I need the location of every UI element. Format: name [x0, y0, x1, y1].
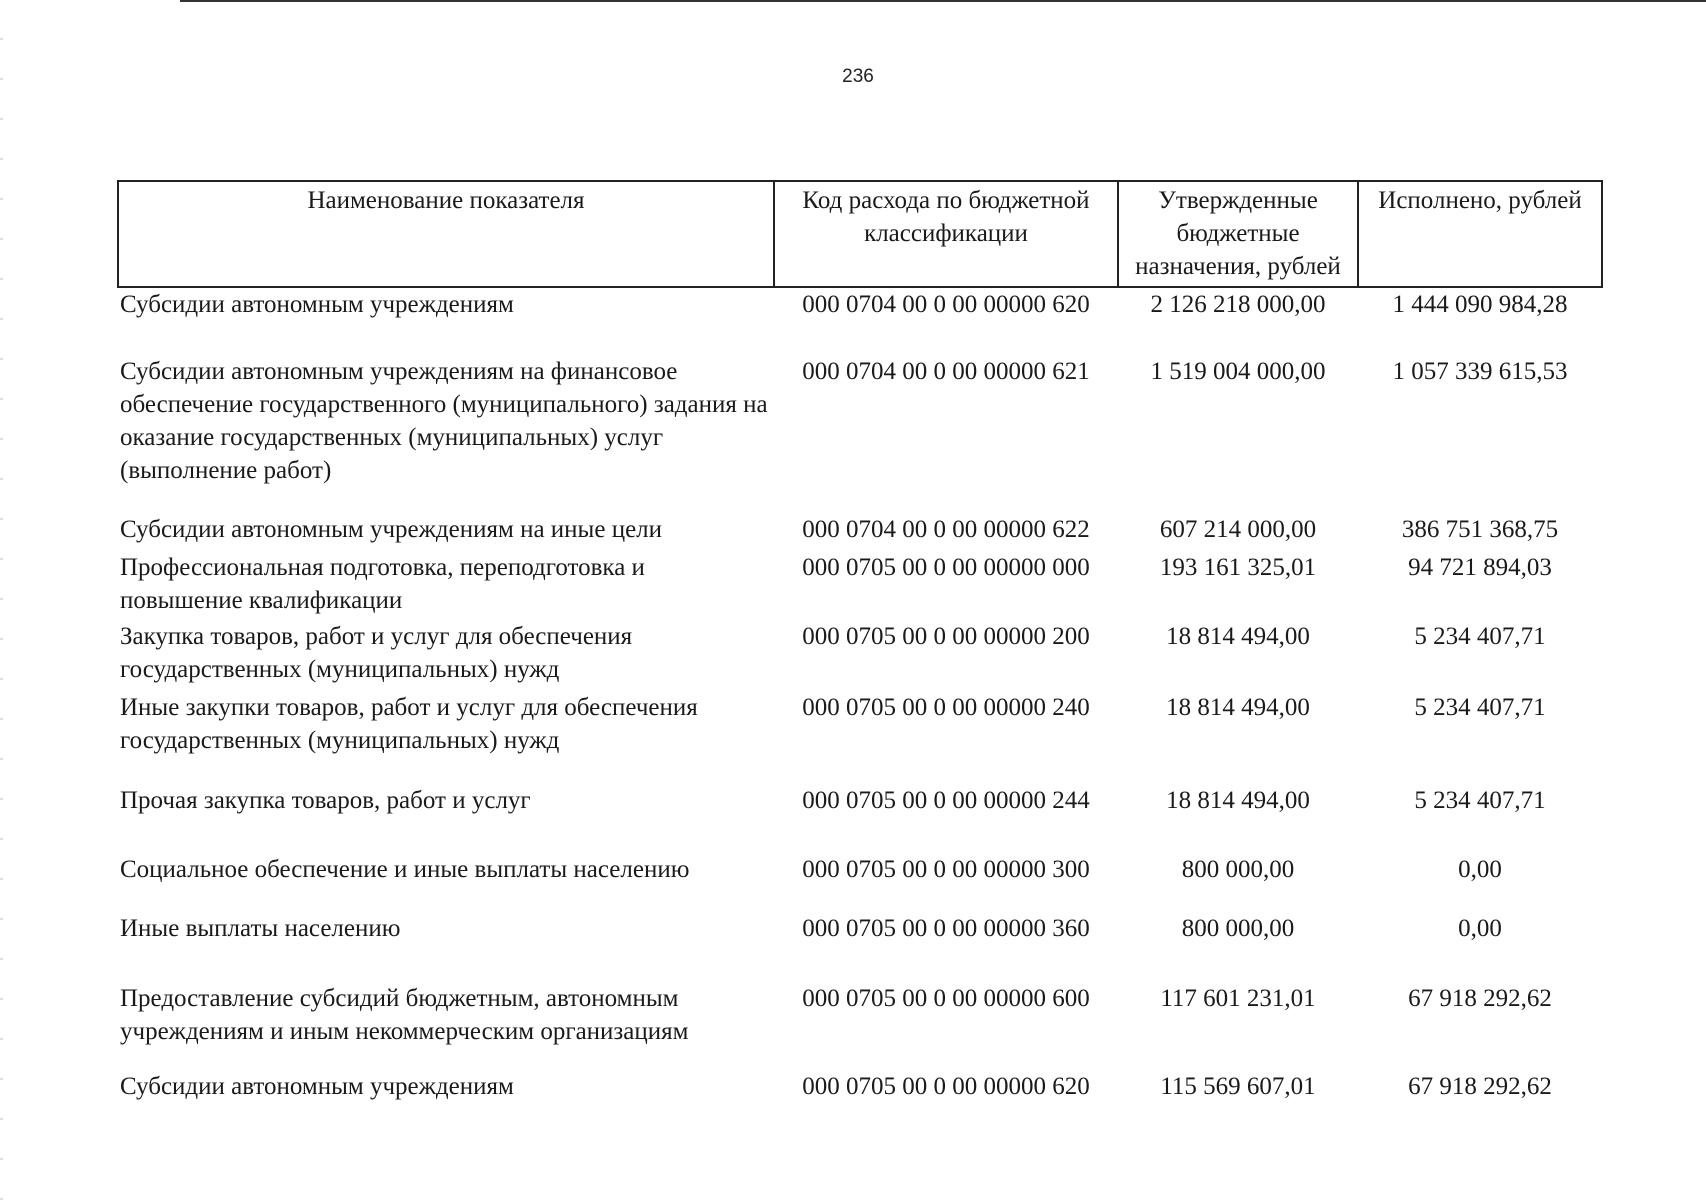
table-row	[118, 287, 1602, 355]
row-approved: 18 814 494,00	[1166, 623, 1310, 650]
row-approved: 2 126 218 000,00	[1150, 291, 1326, 318]
row-executed: 1 444 090 984,28	[1392, 291, 1568, 318]
row-name: Субсидии автономным учреждениям на финансовое обеспечение государственного (муниципального) задания на оказание государственных (муниципальных) услуг (выполнение работ)	[120, 358, 768, 484]
row-name: Профессиональная подготовка, переподготовка и повышение квалификации	[120, 554, 645, 614]
row-name: Субсидии автономным учреждениям	[120, 1073, 514, 1100]
row-executed: 386 751 368,75	[1401, 516, 1559, 543]
row-approved: 1 519 004 000,00	[1150, 358, 1326, 385]
row-approved: 18 814 494,00	[1166, 694, 1310, 721]
row-code: 000 0705 00 0 00 00000 620	[802, 1073, 1090, 1100]
row-code: 000 0704 00 0 00 00000 620	[802, 291, 1090, 318]
table-row	[118, 1070, 1602, 1110]
row-executed: 5 234 407,71	[1414, 623, 1546, 650]
row-code: 000 0705 00 0 00 00000 600	[802, 985, 1090, 1012]
row-code: 000 0705 00 0 00 00000 000	[802, 554, 1090, 581]
header-approved-amount: Утвержденные бюджетные назначения, рублей	[1118, 181, 1358, 287]
table-row	[118, 620, 1602, 691]
budget-table-container	[117, 180, 1601, 1110]
table-row	[118, 551, 1602, 620]
row-executed: 5 234 407,71	[1414, 787, 1546, 814]
table-header-row	[118, 181, 1602, 287]
row-name: Прочая закупка товаров, работ и услуг	[120, 787, 531, 814]
row-executed: 1 057 339 615,53	[1392, 358, 1568, 385]
page-number: 236	[842, 66, 874, 87]
row-code: 000 0705 00 0 00 00000 300	[802, 856, 1090, 883]
row-code: 000 0705 00 0 00 00000 244	[802, 787, 1090, 814]
row-executed: 0,00	[1458, 915, 1502, 942]
row-executed: 67 918 292,62	[1408, 985, 1552, 1012]
row-name: Предоставление субсидий бюджетным, автономным учреждениям и иным некоммерческим организациям	[120, 985, 689, 1045]
row-name: Иные выплаты населению	[120, 915, 401, 942]
row-approved: 193 161 325,01	[1159, 554, 1317, 581]
row-name: Социальное обеспечение и иные выплаты населению	[120, 856, 690, 883]
row-code: 000 0705 00 0 00 00000 240	[802, 694, 1090, 721]
row-name: Иные закупки товаров, работ и услуг для обеспечения государственных (муниципальных) нужд	[120, 694, 698, 754]
row-executed: 67 918 292,62	[1408, 1073, 1552, 1100]
table-row	[118, 853, 1602, 912]
scan-edge-artifact	[0, 0, 3, 1200]
row-executed: 5 234 407,71	[1414, 694, 1546, 721]
row-name: Закупка товаров, работ и услуг для обеспечения государственных (муниципальных) нужд	[120, 623, 633, 683]
row-code: 000 0704 00 0 00 00000 622	[802, 516, 1090, 543]
row-approved: 800 000,00	[1181, 915, 1295, 942]
row-approved: 115 569 607,01	[1160, 1073, 1316, 1100]
header-indicator-name: Наименование показателя	[118, 181, 774, 287]
row-code: 000 0705 00 0 00 00000 360	[802, 915, 1090, 942]
row-code: 000 0704 00 0 00 00000 621	[802, 358, 1090, 385]
row-name: Субсидии автономным учреждениям на иные цели	[120, 516, 663, 543]
row-code: 000 0705 00 0 00 00000 200	[802, 623, 1090, 650]
table-row	[118, 912, 1602, 982]
row-executed: 0,00	[1458, 856, 1502, 883]
table-row	[118, 982, 1602, 1070]
table-row	[118, 784, 1602, 853]
table-row	[118, 355, 1602, 513]
row-approved: 800 000,00	[1181, 856, 1295, 883]
row-name: Субсидии автономным учреждениям	[120, 291, 514, 318]
row-executed: 94 721 894,03	[1408, 554, 1552, 581]
table-row	[118, 513, 1602, 551]
header-executed-amount: Исполнено, рублей	[1358, 181, 1602, 287]
table-row	[118, 691, 1602, 784]
row-approved: 117 601 231,01	[1160, 985, 1316, 1012]
header-expense-code: Код расхода по бюджетной классификации	[774, 181, 1118, 287]
row-approved: 607 214 000,00	[1159, 516, 1317, 543]
budget-table	[117, 180, 1603, 1110]
row-approved: 18 814 494,00	[1166, 787, 1310, 814]
top-border-line	[180, 0, 1706, 2]
